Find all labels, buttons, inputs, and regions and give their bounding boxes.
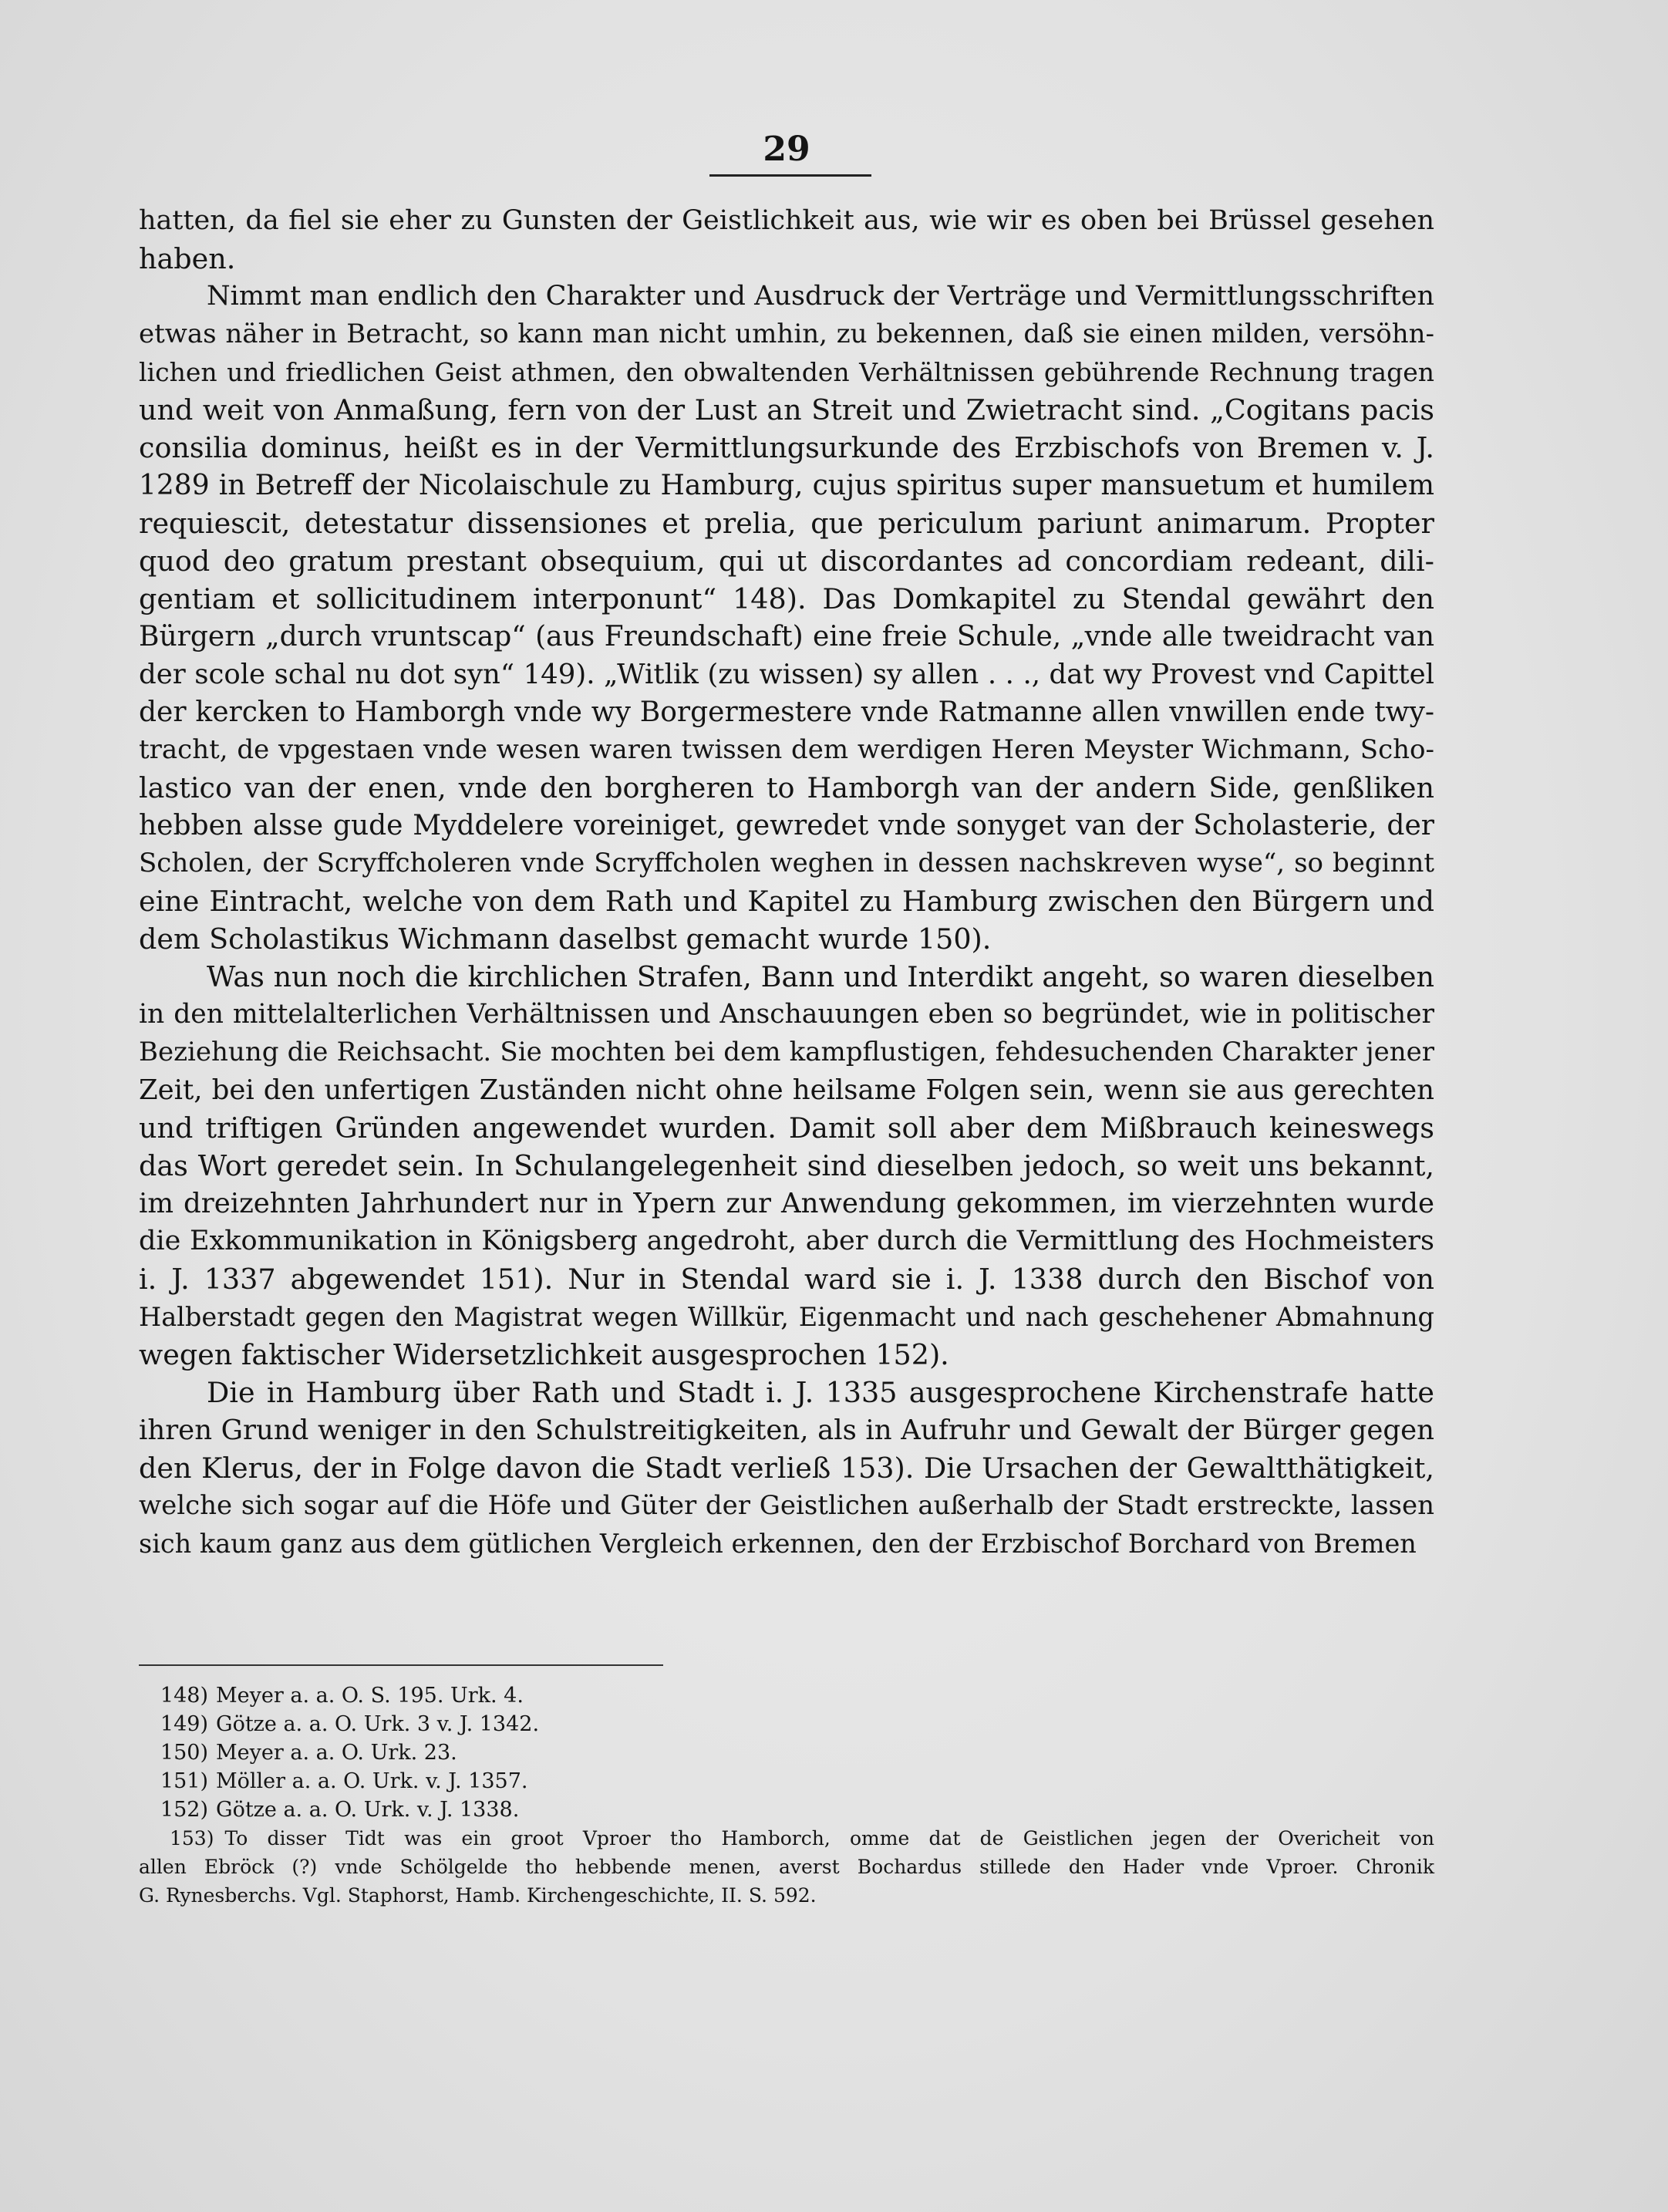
footnote-line: allen Ebröck (?) vnde Schölgelde tho hebbende menen, averst Bochardus stillede den Hader vnde Vproer. Chronik	[139, 1856, 1434, 1878]
footnote-number: 148)	[160, 1684, 208, 1708]
footnote-text: Meyer a. a. O. S. 195. Urk. 4.	[216, 1684, 524, 1708]
footnote	[139, 1796, 1434, 1824]
page-number-rule	[709, 174, 871, 177]
footnote-line	[139, 1824, 1434, 1853]
footnote-number: 151)	[160, 1769, 208, 1793]
text-line: das Wort geredet sein. In Schulangelegenheit sind dieselben jedoch, so weit uns bekannt,	[139, 1149, 1434, 1182]
footnote-number: 153)	[170, 1827, 214, 1850]
footnote-line: G. Rynesberchs. Vgl. Staphorst, Hamb. Kirchengeschichte, II. S. 592.	[139, 1884, 817, 1907]
paragraph	[139, 1374, 1434, 1563]
paragraph	[139, 278, 1434, 958]
text-line: consilia dominus, heißt es in der Vermittlungsurkunde des Erzbischofs von Bremen v. J.	[139, 431, 1434, 464]
text-line: und triftigen Gründen angewendet wurden. Damit soll aber dem Mißbrauch keineswegs	[139, 1111, 1434, 1145]
text-line: Scholen, der Scryffcholeren vnde Scryffcholen weghen in dessen nachskreven wyse“, so beginnt	[139, 848, 1434, 878]
footnote	[139, 1681, 1434, 1710]
text-line: den Klerus, der in Folge davon die Stadt verließ 153). Die Ursachen der Gewaltthätigkeit,	[139, 1452, 1434, 1485]
text-line: dem Scholastikus Wichmann daselbst gemacht wurde 150).	[139, 922, 992, 956]
text-line: quod deo gratum prestant obsequium, qui ut discordantes ad concordiam redeant, dili-	[139, 545, 1434, 578]
body-text	[139, 202, 1434, 1563]
paragraph	[139, 202, 1434, 278]
text-line: Beziehung die Reichsacht. Sie mochten bei dem kampflustigen, fehdesuchenden Charakter jener	[139, 1037, 1434, 1067]
footnote	[139, 1738, 1434, 1767]
text-line: haben.	[139, 242, 236, 275]
text-line: hebben alsse gude Myddelere voreiniget, gewredet vnde sonyget van der Scholasterie, der	[139, 810, 1434, 841]
text-line: lichen und friedlichen Geist athmen, den obwaltenden Verhältnissen gebührende Rechnung tragen	[139, 357, 1434, 387]
footnote-number: 150)	[160, 1741, 208, 1765]
text-line: requiescit, detestatur dissensiones et prelia, que periculum pariunt animarum. Propter	[139, 507, 1434, 540]
text-line: sich kaum ganz aus dem gütlichen Vergleich erkennen, den der Erzbischof Borchard von Bremen	[139, 1529, 1417, 1559]
footnote-number: 152)	[160, 1798, 208, 1822]
footnote-text: To disser Tidt was ein groot Vproer tho Hamborch, omme dat de Geistlichen jegen der Overicheit von	[224, 1827, 1434, 1850]
text-line: der kercken to Hamborgh vnde wy Borgermestere vnde Ratmanne allen vnwillen ende twy-	[139, 696, 1434, 728]
footnote-number: 149)	[160, 1712, 208, 1736]
footnote-text: Meyer a. a. O. Urk. 23.	[216, 1741, 457, 1765]
footnote-text: Götze a. a. O. Urk. 3 v. J. 1342.	[216, 1712, 540, 1736]
footnote-long	[139, 1824, 1434, 1910]
footnote-text: Möller a. a. O. Urk. v. J. 1357.	[216, 1769, 528, 1793]
text-line: lastico van der enen, vnde den borgheren to Hamborgh van der andern Side, genßliken	[139, 771, 1434, 804]
text-line: Die in Hamburg über Rath und Stadt i. J. 1335 ausgesprochene Kirchenstrafe hatte	[207, 1376, 1434, 1409]
text-line: Halberstadt gegen den Magistrat wegen Willkür, Eigenmacht und nach geschehener Abmahnung	[139, 1302, 1434, 1332]
text-line: i. J. 1337 abgewendet 151). Nur in Stendal ward sie i. J. 1338 durch den Bischof von	[139, 1263, 1434, 1296]
text-line: Was nun noch die kirchlichen Strafen, Bann und Interdikt angeht, so waren dieselben	[207, 960, 1434, 993]
paragraph	[139, 958, 1434, 1374]
text-line: im dreizehnten Jahrhundert nur in Ypern zur Anwendung gekommen, im vierzehnten wurde	[139, 1188, 1434, 1219]
text-line: Zeit, bei den unfertigen Zuständen nicht ohne heilsame Folgen sein, wenn sie aus gerechten	[139, 1074, 1434, 1106]
text-line: die Exkommunikation in Königsberg angedroht, aber durch die Vermittlung des Hochmeisters	[139, 1226, 1434, 1256]
text-line: eine Eintracht, welche von dem Rath und Kapitel zu Hamburg zwischen den Bürgern und	[139, 885, 1434, 918]
text-line: hatten, da fiel sie eher zu Gunsten der Geistlichkeit aus, wie wir es oben bei Brüssel gesehen	[139, 205, 1434, 236]
footnote	[139, 1710, 1434, 1738]
text-line: gentiam et sollicitudinem interponunt“ 148). Das Domkapitel zu Stendal gewährt den	[139, 582, 1434, 615]
text-line: welche sich sogar auf die Höfe und Güter der Geistlichen außerhalb der Stadt erstreckte, lassen	[139, 1490, 1434, 1521]
footnote-text: Götze a. a. O. Urk. v. J. 1338.	[216, 1798, 520, 1822]
text-line: und weit von Anmaßung, fern von der Lust an Streit und Zwietracht sind. „Cogitans pacis	[139, 393, 1434, 427]
text-line: Nimmt man endlich den Charakter und Ausdruck der Verträge und Vermittlungsschriften	[207, 281, 1434, 312]
text-line: tracht, de vpgestaen vnde wesen waren twissen dem werdigen Heren Meyster Wichmann, Scho-	[139, 734, 1434, 765]
text-line: in den mittelalterlichen Verhältnissen und Anschauungen eben so begründet, wie in politischer	[139, 999, 1434, 1030]
text-line: Bürgern „durch vruntscap“ (aus Freundschaft) eine freie Schule, „vnde alle tweidracht van	[139, 621, 1434, 652]
text-line: 1289 in Betreff der Nicolaischule zu Hamburg, cujus spiritus super mansuetum et humilem	[139, 470, 1434, 501]
footnotes	[139, 1681, 1434, 1910]
text-line: der scole schal nu dot syn“ 149). „Witlik (zu wissen) sy allen . . ., dat wy Provest vnd Capittel	[139, 659, 1434, 690]
footnote	[139, 1767, 1434, 1796]
page-number: 29	[763, 130, 810, 169]
text-line: ihren Grund weniger in den Schulstreitigkeiten, als in Aufruhr und Gewalt der Bürger gegen	[139, 1415, 1434, 1446]
text-line: wegen faktischer Widersetzlichkeit ausgesprochen 152).	[139, 1338, 949, 1371]
text-line: etwas näher in Betracht, so kann man nicht umhin, zu bekennen, daß sie einen milden, versöhn-	[139, 319, 1434, 349]
footnote-divider	[139, 1664, 663, 1666]
